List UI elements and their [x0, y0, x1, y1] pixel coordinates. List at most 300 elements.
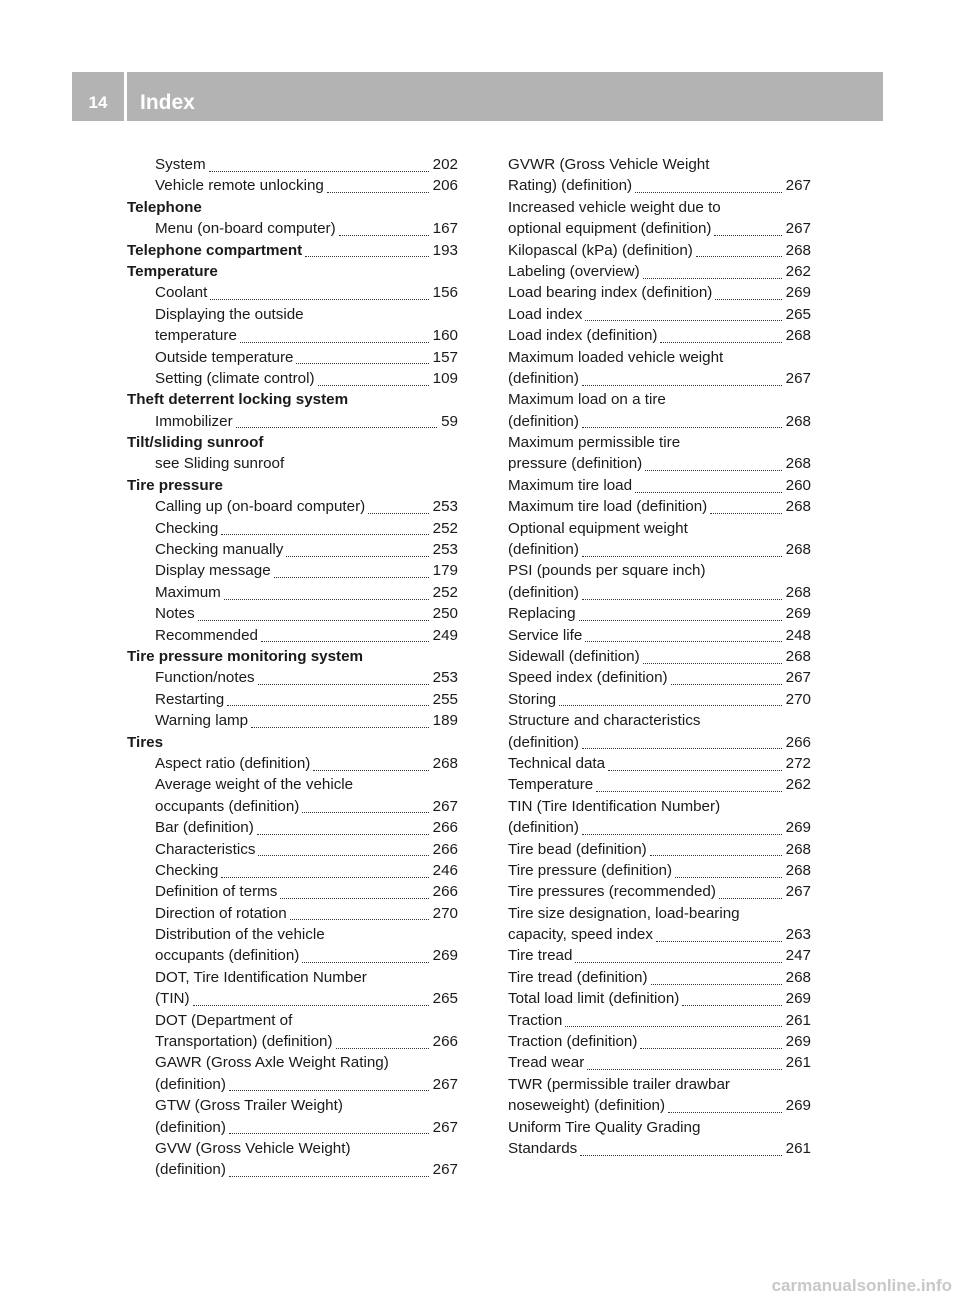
- entry-label: GVWR (Gross Vehicle Weight: [508, 156, 710, 173]
- entry-label: Menu (on-board computer): [155, 220, 336, 238]
- entry-label: Warning lamp: [155, 712, 249, 730]
- entry-page-number: 193: [432, 241, 458, 259]
- entry-label: Definition of terms: [155, 883, 278, 901]
- entry-label: Structure and characteristics: [508, 712, 701, 730]
- dot-leader: [671, 669, 782, 685]
- entry-label: Temperature: [508, 776, 594, 794]
- entry-label: Outside temperature: [155, 348, 294, 366]
- index-entry: [508, 432, 811, 453]
- dot-leader: [227, 690, 428, 706]
- entry-page-number: 252: [432, 519, 458, 537]
- index-entry: [127, 817, 458, 838]
- entry-page-number: 157: [432, 348, 458, 366]
- entry-label: Coolant: [155, 284, 208, 302]
- entry-page-number: 268: [785, 583, 811, 601]
- index-entry: [508, 304, 811, 325]
- dot-leader: [229, 1161, 429, 1177]
- dot-leader: [596, 776, 781, 792]
- entry-label: Maximum load on a tire: [508, 391, 666, 409]
- dot-leader: [582, 370, 782, 386]
- index-entry: [508, 945, 811, 966]
- page-number: 14: [88, 93, 108, 112]
- index-entry: [508, 603, 811, 624]
- entry-page-number: 252: [432, 583, 458, 601]
- dot-leader: [580, 1140, 781, 1156]
- index-entry: [127, 304, 458, 325]
- index-entry: [127, 582, 458, 603]
- index-entry: [508, 796, 811, 817]
- index-entry: [508, 261, 811, 282]
- entry-label: Labeling (overview): [508, 262, 640, 280]
- index-entry: [127, 518, 458, 539]
- header-divider: [124, 72, 127, 121]
- entry-label: see Sliding sunroof: [155, 455, 285, 473]
- index-entry: [127, 282, 458, 303]
- entry-label: GTW (Gross Trailer Weight): [155, 1097, 343, 1115]
- entry-page-number: 246: [432, 861, 458, 879]
- dot-leader: [559, 690, 782, 706]
- index-entry: [508, 860, 811, 881]
- index-entry: [127, 240, 458, 261]
- dot-leader: [651, 969, 782, 985]
- entry-page-number: 269: [432, 947, 458, 965]
- entry-label: Kilopascal (kPa) (definition): [508, 241, 693, 259]
- index-entry: [127, 1010, 458, 1031]
- entry-label: Service life: [508, 626, 583, 644]
- index-entry: [127, 967, 458, 988]
- dot-leader: [258, 840, 428, 856]
- index-entry: [127, 903, 458, 924]
- index-entry: [508, 1095, 811, 1116]
- index-entry: [127, 218, 458, 239]
- entry-label: Aspect ratio (definition): [155, 754, 311, 772]
- entry-page-number: 269: [785, 1033, 811, 1051]
- entry-page-number: 268: [785, 498, 811, 516]
- entry-page-number: 160: [432, 327, 458, 345]
- index-entry: [127, 881, 458, 902]
- entry-page-number: 265: [432, 990, 458, 1008]
- entry-page-number: 262: [785, 776, 811, 794]
- entry-label: Telephone: [127, 198, 202, 216]
- entry-page-number: 270: [432, 904, 458, 922]
- entry-label: (definition): [508, 733, 579, 751]
- index-entry: [127, 560, 458, 581]
- entry-label: Load bearing index (definition): [508, 284, 713, 302]
- entry-label: occupants (definition): [155, 797, 300, 815]
- entry-page-number: 266: [432, 840, 458, 858]
- entry-label: Total load limit (definition): [508, 990, 680, 1008]
- entry-page-number: 253: [432, 669, 458, 687]
- entry-page-number: 267: [785, 220, 811, 238]
- dot-leader: [193, 990, 429, 1006]
- index-entry: [127, 368, 458, 389]
- index-entry: [127, 667, 458, 688]
- entry-label: Tire tread (definition): [508, 968, 648, 986]
- entry-page-number: 268: [785, 327, 811, 345]
- index-entry: [127, 496, 458, 517]
- entry-label: Increased vehicle weight due to: [508, 198, 721, 216]
- entry-label: Notes: [155, 605, 195, 623]
- entry-label: Tire pressure: [127, 476, 223, 494]
- entry-label: Distribution of the vehicle: [155, 926, 325, 944]
- dot-leader: [198, 605, 429, 621]
- dot-leader: [305, 241, 428, 257]
- entry-label: Checking: [155, 861, 219, 879]
- entry-label: Tires: [127, 733, 164, 751]
- entry-label: Load index (definition): [508, 327, 658, 345]
- entry-label: Restarting: [155, 690, 225, 708]
- dot-leader: [579, 605, 782, 621]
- entry-page-number: 265: [785, 305, 811, 323]
- entry-label: Maximum loaded vehicle weight: [508, 348, 724, 366]
- dot-leader: [274, 562, 429, 578]
- entry-page-number: 268: [785, 840, 811, 858]
- entry-page-number: 272: [785, 754, 811, 772]
- entry-page-number: 109: [432, 369, 458, 387]
- dot-leader: [714, 220, 781, 236]
- entry-label: Sidewall (definition): [508, 647, 640, 665]
- dot-leader: [229, 1118, 429, 1134]
- entry-page-number: 266: [785, 733, 811, 751]
- dot-leader: [585, 305, 781, 321]
- index-entry: [508, 1031, 811, 1052]
- dot-leader: [236, 412, 437, 428]
- dot-leader: [643, 263, 782, 279]
- entry-page-number: 268: [432, 754, 458, 772]
- dot-leader: [643, 648, 782, 664]
- dot-leader: [286, 541, 428, 557]
- entry-label: temperature: [155, 327, 237, 345]
- entry-page-number: 248: [785, 626, 811, 644]
- index-entry: [127, 753, 458, 774]
- dot-leader: [565, 1011, 781, 1027]
- page-header: [72, 72, 883, 121]
- index-entry: [127, 1117, 458, 1138]
- index-entry: [127, 1031, 458, 1052]
- watermark: carmanualsonline.info: [771, 1276, 952, 1295]
- entry-label: Telephone compartment: [127, 241, 303, 259]
- index-entry: [508, 732, 811, 753]
- index-entry: [127, 732, 458, 753]
- index-entry: [127, 796, 458, 817]
- entry-page-number: 247: [785, 947, 811, 965]
- dot-leader: [582, 412, 782, 428]
- dot-leader: [640, 1033, 781, 1049]
- entry-label: Tire tread: [508, 947, 573, 965]
- dot-leader: [224, 584, 429, 600]
- dot-leader: [650, 840, 782, 856]
- entry-label: Maximum: [155, 583, 221, 601]
- entry-label: Rating) (definition): [508, 177, 633, 195]
- entry-page-number: 156: [432, 284, 458, 302]
- entry-label: (definition): [155, 1075, 226, 1093]
- index-entry: [127, 839, 458, 860]
- entry-label: Setting (climate control): [155, 369, 315, 387]
- dot-leader: [209, 156, 429, 172]
- index-entry: [127, 261, 458, 282]
- index-entry: [508, 496, 811, 517]
- entry-page-number: 267: [785, 369, 811, 387]
- dot-leader: [318, 370, 429, 386]
- entry-label: DOT (Department of: [155, 1011, 293, 1029]
- entry-page-number: 167: [432, 220, 458, 238]
- dot-leader: [336, 1033, 429, 1049]
- index-entry: [508, 347, 811, 368]
- entry-page-number: 249: [432, 626, 458, 644]
- index-entry: [127, 453, 458, 474]
- dot-leader: [719, 883, 782, 899]
- dot-leader: [221, 862, 428, 878]
- dot-leader: [280, 883, 428, 899]
- entry-label: noseweight) (definition): [508, 1097, 666, 1115]
- dot-leader: [261, 626, 429, 642]
- dot-leader: [696, 241, 782, 257]
- entry-label: Recommended: [155, 626, 258, 644]
- entry-label: System: [155, 156, 206, 173]
- entry-label: Traction (definition): [508, 1033, 638, 1051]
- entry-label: Storing: [508, 690, 557, 708]
- entry-page-number: 267: [432, 797, 458, 815]
- dot-leader: [251, 712, 429, 728]
- entry-label: (definition): [508, 819, 579, 837]
- entry-page-number: 267: [785, 177, 811, 195]
- entry-page-number: 260: [785, 476, 811, 494]
- dot-leader: [327, 177, 429, 193]
- index-entry: [127, 1159, 458, 1180]
- entry-label: (definition): [508, 541, 579, 559]
- dot-leader: [575, 947, 781, 963]
- entry-label: Checking: [155, 519, 219, 537]
- dot-leader: [210, 284, 428, 300]
- entry-label: Vehicle remote unlocking: [155, 177, 324, 195]
- dot-leader: [587, 1054, 781, 1070]
- entry-label: GAWR (Gross Axle Weight Rating): [155, 1054, 389, 1072]
- dot-leader: [585, 626, 781, 642]
- dot-leader: [258, 669, 429, 685]
- entry-label: PSI (pounds per square inch): [508, 562, 706, 580]
- index-entry: [127, 175, 458, 196]
- index-column-right: [508, 154, 811, 1159]
- dot-leader: [339, 220, 429, 236]
- index-entry: [508, 475, 811, 496]
- index-entry: [508, 389, 811, 410]
- entry-page-number: 269: [785, 819, 811, 837]
- entry-label: Maximum tire load (definition): [508, 498, 708, 516]
- index-entry: [127, 710, 458, 731]
- entry-page-number: 261: [785, 1011, 811, 1029]
- entry-label: Characteristics: [155, 840, 256, 858]
- entry-page-number: 253: [432, 498, 458, 516]
- dot-leader: [645, 455, 781, 471]
- dot-leader: [656, 926, 782, 942]
- dot-leader: [296, 348, 428, 364]
- entry-page-number: 269: [785, 990, 811, 1008]
- dot-leader: [313, 755, 428, 771]
- index-entry: [508, 881, 811, 902]
- dot-leader: [635, 177, 782, 193]
- index-entry: [127, 860, 458, 881]
- index-entry: [508, 924, 811, 945]
- entry-label: Standards: [508, 1139, 578, 1157]
- entry-label: DOT, Tire Identification Number: [155, 968, 367, 986]
- entry-label: GVW (Gross Vehicle Weight): [155, 1139, 351, 1157]
- entry-label: Temperature: [127, 262, 218, 280]
- index-entry: [508, 817, 811, 838]
- entry-label: (TIN): [155, 990, 190, 1008]
- dot-leader: [635, 477, 782, 493]
- index-entry: [508, 154, 811, 175]
- entry-page-number: 270: [785, 690, 811, 708]
- section-title: Index: [140, 91, 195, 114]
- entry-label: Immobilizer: [155, 412, 233, 430]
- index-entry: [127, 1095, 458, 1116]
- dot-leader: [608, 755, 782, 771]
- dot-leader: [257, 819, 429, 835]
- index-entry: [127, 1138, 458, 1159]
- entry-label: Tire pressures (recommended): [508, 883, 716, 901]
- index-entry: [508, 218, 811, 239]
- index-entry: [508, 368, 811, 389]
- entry-page-number: 269: [785, 284, 811, 302]
- entry-page-number: 266: [432, 883, 458, 901]
- index-entry: [508, 582, 811, 603]
- entry-page-number: 255: [432, 690, 458, 708]
- entry-label: (definition): [508, 412, 579, 430]
- dot-leader: [675, 862, 782, 878]
- entry-label: occupants (definition): [155, 947, 300, 965]
- entry-label: Load index: [508, 305, 583, 323]
- index-entry: [127, 689, 458, 710]
- entry-page-number: 261: [785, 1139, 811, 1157]
- entry-page-number: 268: [785, 541, 811, 559]
- dot-leader: [582, 819, 782, 835]
- index-entry: [127, 924, 458, 945]
- entry-label: Theft deterrent locking system: [127, 391, 349, 409]
- entry-label: Tire bead (definition): [508, 840, 647, 858]
- index-entry: [508, 518, 811, 539]
- entry-label: Traction: [508, 1011, 563, 1029]
- entry-page-number: 189: [432, 712, 458, 730]
- entry-label: Uniform Tire Quality Grading: [508, 1118, 701, 1136]
- entry-label: Tire size designation, load-bearing: [508, 904, 740, 922]
- entry-label: TWR (permissible trailer drawbar: [508, 1075, 730, 1093]
- entry-page-number: 268: [785, 241, 811, 259]
- index-entry: [127, 325, 458, 346]
- index-entry: [127, 432, 458, 453]
- entry-page-number: 267: [432, 1118, 458, 1136]
- entry-label: Tilt/sliding sunroof: [127, 434, 264, 452]
- entry-page-number: 269: [785, 1097, 811, 1115]
- index-entry: [508, 240, 811, 261]
- index-entry: [127, 774, 458, 795]
- entry-label: (definition): [155, 1161, 226, 1179]
- entry-page-number: 268: [785, 968, 811, 986]
- dot-leader: [240, 327, 429, 343]
- index-entry: [508, 175, 811, 196]
- index-entry: [508, 1052, 811, 1073]
- entry-label: Transportation) (definition): [155, 1033, 333, 1051]
- dot-leader: [302, 947, 428, 963]
- index-entry: [127, 347, 458, 368]
- dot-leader: [582, 733, 782, 749]
- entry-label: (definition): [508, 369, 579, 387]
- entry-label: Optional equipment weight: [508, 519, 688, 537]
- dot-leader: [221, 519, 428, 535]
- entry-label: TIN (Tire Identification Number): [508, 797, 721, 815]
- index-entry: [508, 1138, 811, 1159]
- index-entry: [508, 1117, 811, 1138]
- index-entry: [508, 753, 811, 774]
- entry-label: Tire pressure monitoring system: [127, 647, 364, 665]
- dot-leader: [368, 498, 428, 514]
- index-entry: [508, 197, 811, 218]
- index-entry: [508, 1010, 811, 1031]
- index-entry: [508, 839, 811, 860]
- entry-label: Tire pressure (definition): [508, 861, 673, 879]
- entry-label: Display message: [155, 562, 271, 580]
- entry-page-number: 179: [432, 562, 458, 580]
- index-entry: [127, 389, 458, 410]
- index-entry: [127, 988, 458, 1009]
- entry-page-number: 266: [432, 1033, 458, 1051]
- entry-label: optional equipment (definition): [508, 220, 712, 238]
- entry-page-number: 253: [432, 541, 458, 559]
- entry-page-number: 269: [785, 605, 811, 623]
- entry-page-number: 267: [785, 669, 811, 687]
- entry-page-number: 268: [785, 861, 811, 879]
- index-entry: [127, 1074, 458, 1095]
- dot-leader: [660, 327, 781, 343]
- entry-page-number: 268: [785, 647, 811, 665]
- index-entry: [508, 646, 811, 667]
- entry-label: (definition): [508, 583, 579, 601]
- entry-page-number: 206: [432, 177, 458, 195]
- index-entry: [508, 903, 811, 924]
- index-entry: [508, 325, 811, 346]
- index-entry: [127, 1052, 458, 1073]
- entry-page-number: 268: [785, 455, 811, 473]
- dot-leader: [302, 797, 428, 813]
- entry-page-number: 250: [432, 605, 458, 623]
- entry-label: capacity, speed index: [508, 926, 653, 944]
- dot-leader: [668, 1097, 782, 1113]
- dot-leader: [229, 1075, 429, 1091]
- index-column-left: [127, 154, 458, 1181]
- index-entry: [508, 689, 811, 710]
- entry-page-number: 263: [785, 926, 811, 944]
- index-entry: [127, 411, 458, 432]
- entry-page-number: 267: [432, 1075, 458, 1093]
- entry-label: pressure (definition): [508, 455, 643, 473]
- dot-leader: [582, 584, 782, 600]
- entry-label: Tread wear: [508, 1054, 585, 1072]
- index-entry: [508, 453, 811, 474]
- entry-label: Direction of rotation: [155, 904, 287, 922]
- entry-label: (definition): [155, 1118, 226, 1136]
- index-entry: [127, 539, 458, 560]
- dot-leader: [582, 541, 782, 557]
- dot-leader: [715, 284, 781, 300]
- entry-label: Calling up (on-board computer): [155, 498, 366, 516]
- entry-label: Technical data: [508, 754, 606, 772]
- entry-label: Function/notes: [155, 669, 255, 687]
- entry-label: Displaying the outside: [155, 305, 304, 323]
- entry-label: Average weight of the vehicle: [155, 776, 354, 794]
- dot-leader: [710, 498, 781, 514]
- entry-page-number: 267: [785, 883, 811, 901]
- entry-label: Replacing: [508, 605, 576, 623]
- index-entry: [508, 710, 811, 731]
